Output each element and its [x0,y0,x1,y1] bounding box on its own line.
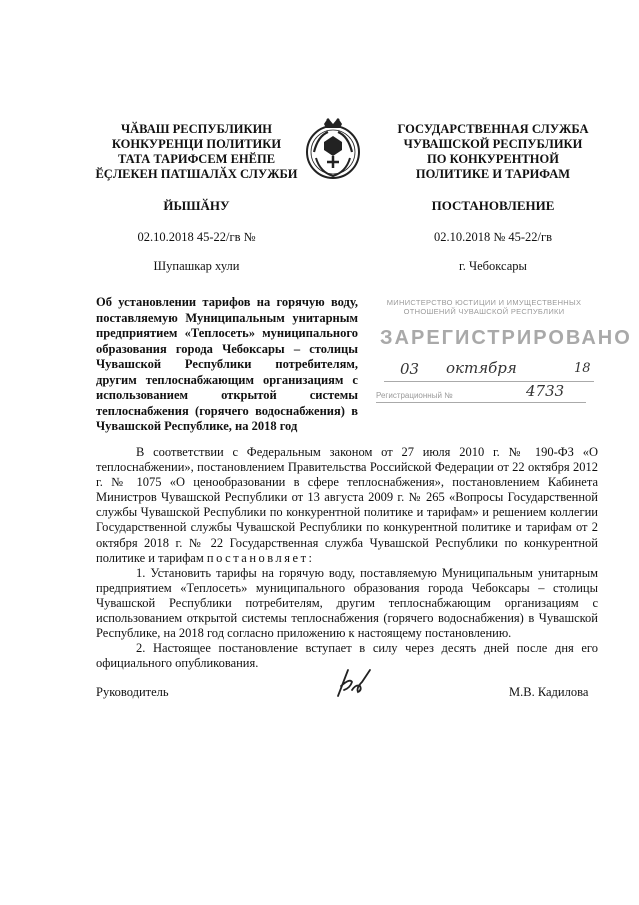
stamp-reg-number: 4733 [526,382,565,400]
chuvash-emblem-icon [302,116,364,182]
signer-name: М.В. Кадилова [509,685,589,699]
stamp-month: октября [446,359,517,377]
stamp-org-line: МИНИСТЕРСТВО ЮСТИЦИИ И ИМУЩЕСТВЕННЫХ [386,298,582,307]
decree-word: постановляет: [206,550,315,565]
header-left-chuvash [84,122,309,182]
stamp-date-line [384,359,594,382]
preamble-text: В соответствии с Федеральным законом от 27 июля 2010 г. № 190-ФЗ «О теплоснабжении», постановлением Правительства Российской Федерации от 22 октября 2012 г. № 1075 «О ценообразовании в сфере теплоснабжения», постановлением Кабинета Министров Чувашской Республики от 13 августа 2009 г. № 265 «Вопросы Государственной службы Чувашской Республики по конкурентной политике и тарифам» и решением коллегии Государственной службы Чувашской Республики по конкурентной политике и тарифам от 2 октября 2018 г. № 22 Государственная служба Чувашской Республики по конкурентной политике и тарифам [96,445,598,565]
body-paragraph: 1. Установить тарифы на горячую воду, поставляемую Муниципальным унитарным предприятием «Теплосеть» муниципального образования города Чебоксары – столицы Чувашской Республики потребителям, другим теплоснабжающим организациям с использованием открытой системы теплоснабжения (горячего водоснабжения) в Чувашской Республике, на 2018 год согласно приложению к настоящему постановлению. [96,565,598,641]
registration-stamp [366,295,632,407]
subject-title: Об установлении тарифов на горячую воду, поставляемую Муниципальным унитарным предприятием «Теплосеть» муниципального образования города Чебоксары – столицы Чувашской Республики потребителям, другим теплоснабжающим организациям с использованием открытой системы теплоснабжения (горячего водоснабжения) в Чувашской Республике, на 2018 год [96,295,358,433]
header-left-line: ТАТА ТАРИФСЕМ ЕНӖПЕ [117,152,276,166]
stamp-org-line: ОТНОШЕНИЙ ЧУВАШСКОЙ РЕСПУБЛИКИ [403,307,565,316]
header-left-line: ӖҪЛЕКЕН ПАТШАЛӐХ СЛУЖБИ [95,167,298,181]
header-left-line: ЧӐВАШ РЕСПУБЛИКИН [120,122,273,136]
handwritten-signature-icon [332,664,376,702]
document-body [96,445,598,671]
body-paragraph [96,445,598,566]
stamp-reg-label: Регистрационный № [376,391,453,400]
doc-place-russian: г. Чебоксары [459,259,527,273]
stamp-day: 03 [400,360,420,378]
signer-title: Руководитель [96,685,169,699]
doc-type-chuvash: ЙЫШӐНУ [163,198,230,213]
header-right-russian [384,122,602,182]
stamp-registered-text: ЗАРЕГИСТРИРОВАНО [380,327,632,349]
header-right-line: ПО КОНКУРЕНТНОЙ [427,152,559,166]
doc-number-russian: 02.10.2018 № 45-22/гв [433,230,553,244]
header-left-line: КОНКУРЕНЦИ ПОЛИТИКИ [111,137,282,151]
header-right-line: ЧУВАШСКОЙ РЕСПУБЛИКИ [403,137,583,151]
header-right-line: ПОЛИТИКЕ И ТАРИФАМ [415,167,571,181]
doc-place-chuvash: Шупашкар хули [153,259,240,273]
header-right-line: ГОСУДАРСТВЕННАЯ СЛУЖБА [397,122,589,136]
stamp-registration-line [376,382,586,403]
stamp-org-name [374,298,594,316]
doc-number-chuvash: 02.10.2018 45-22/гв № [137,230,256,244]
body-paragraph: 2. Настоящее постановление вступает в силу через десять дней после дня его официального опубликования. [96,641,598,671]
doc-type-russian: ПОСТАНОВЛЕНИЕ [431,198,555,213]
stamp-year: 18 [574,361,591,376]
